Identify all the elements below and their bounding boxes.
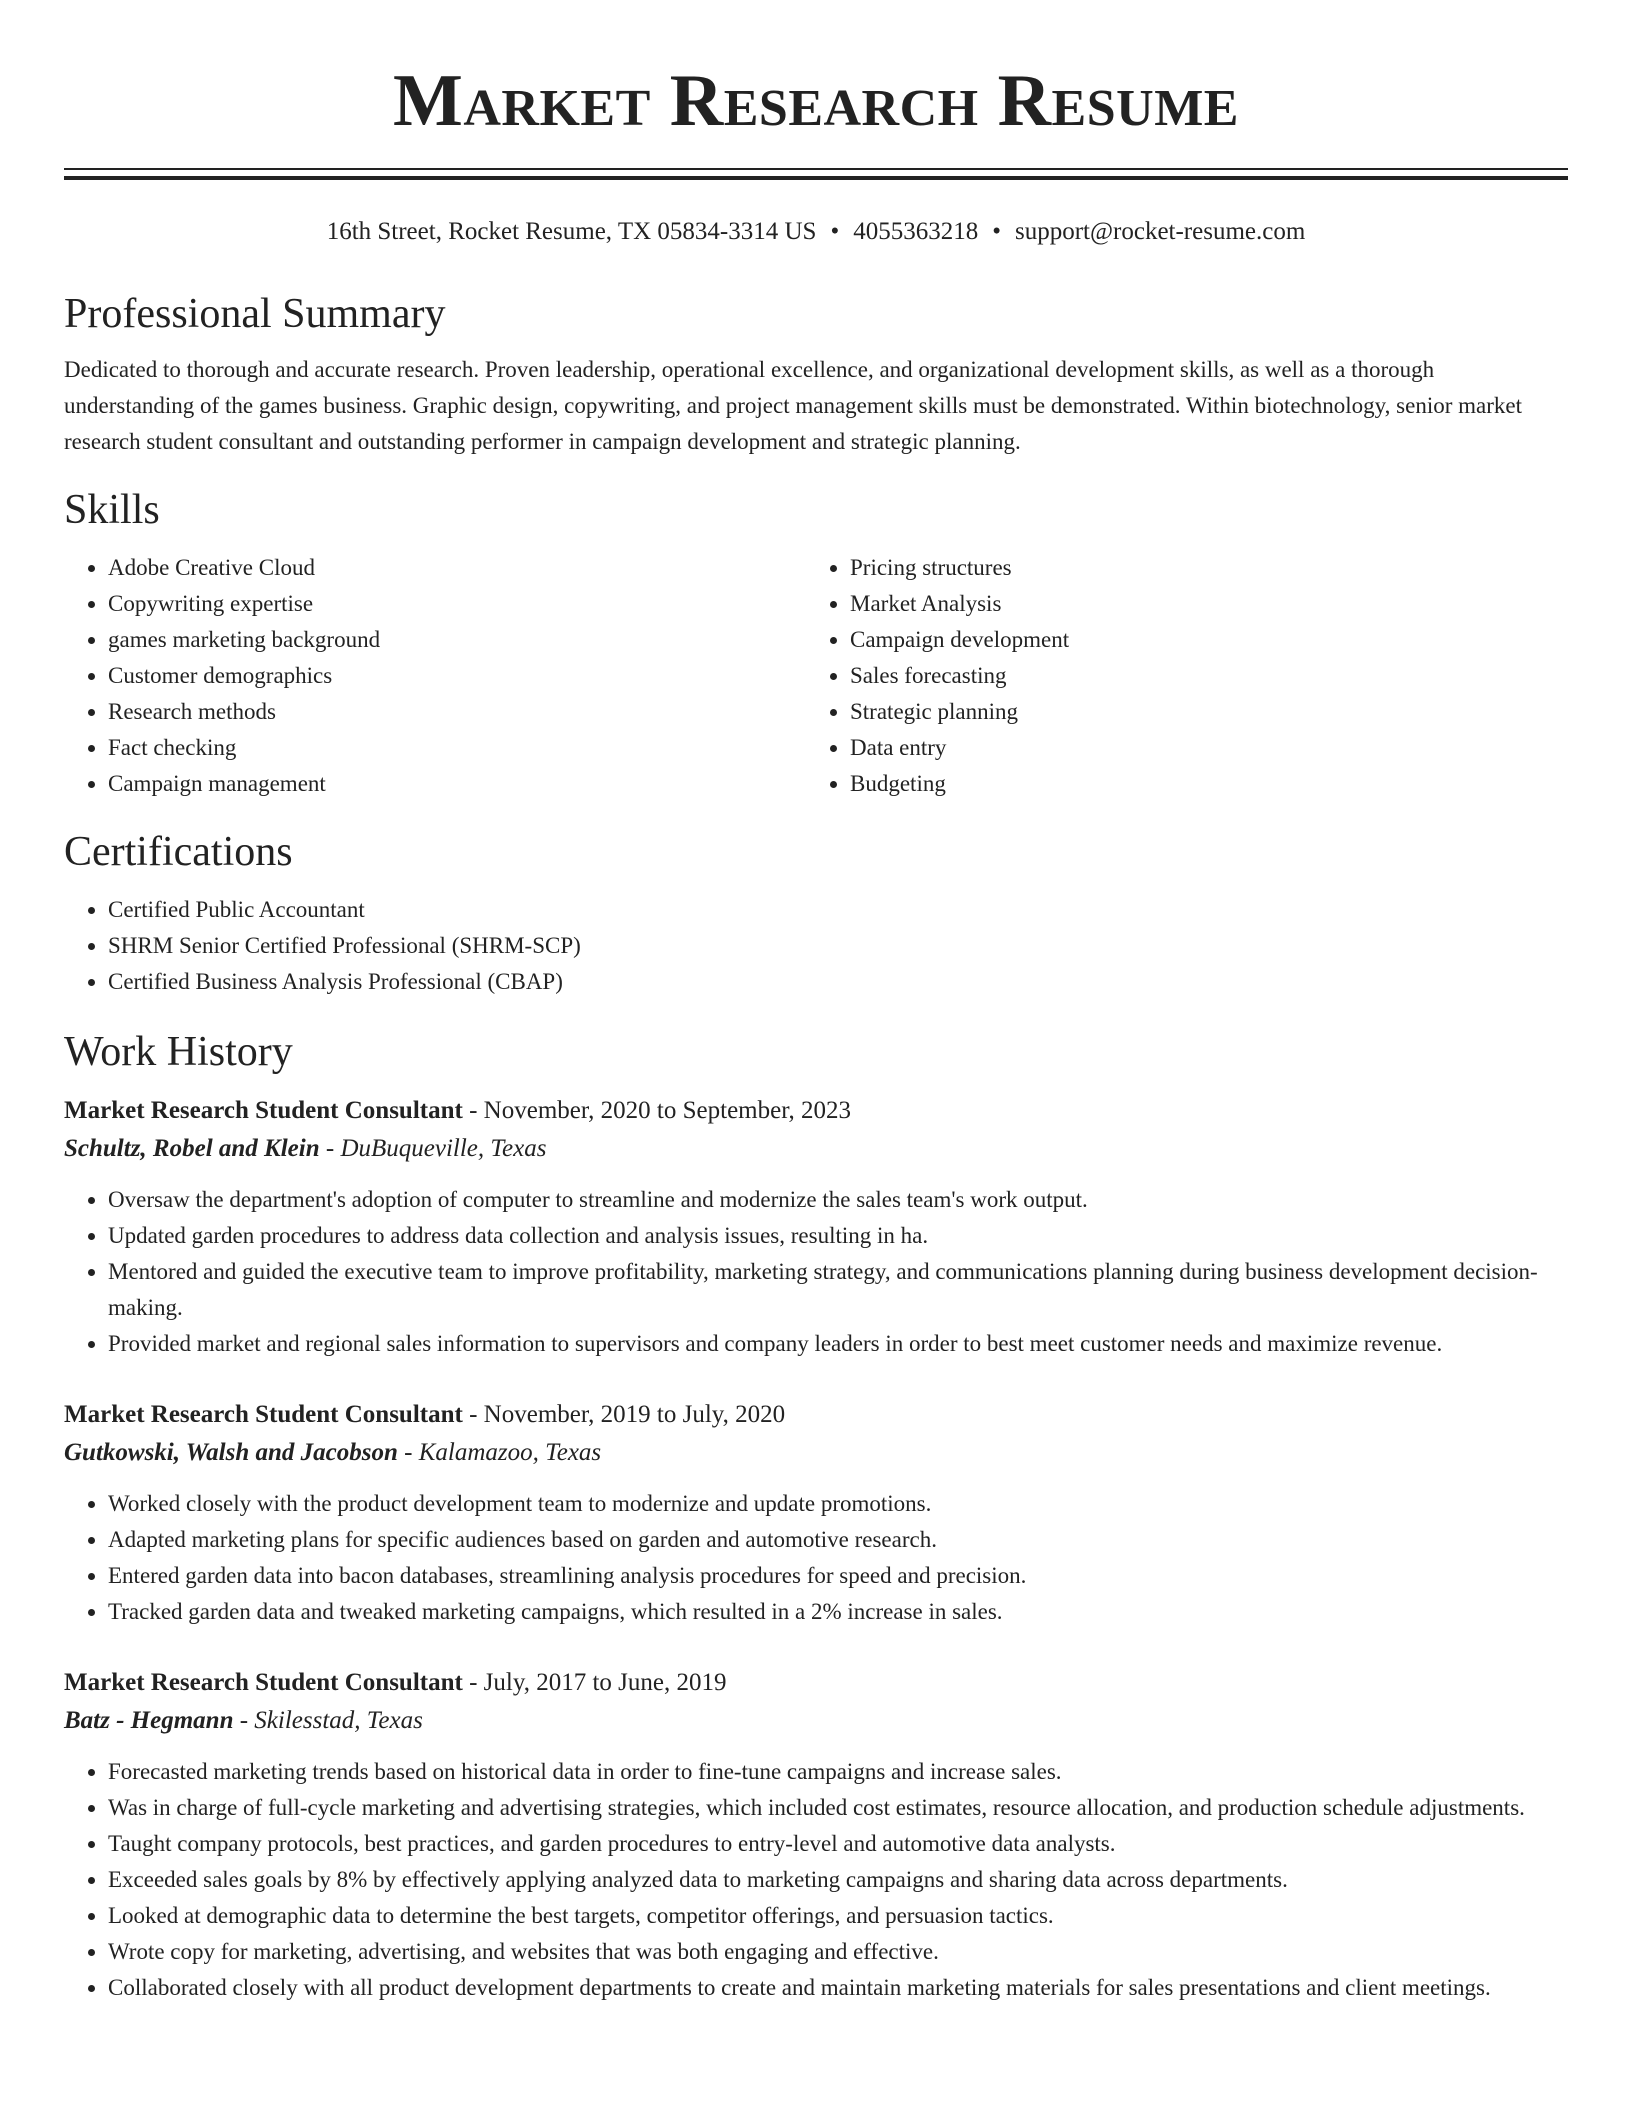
- job-dates: - November, 2019 to July, 2020: [462, 1401, 786, 1428]
- certification-item: • Certified Business Analysis Professional (CBAP): [108, 964, 1568, 1000]
- job-title: Market Research Student Consultant: [64, 1669, 463, 1696]
- job-bullet: • Entered garden data into bacon databases, streamlining analysis procedures for speed and precision.: [108, 1558, 1568, 1594]
- contact-separator: •: [830, 218, 840, 245]
- company-location: - DuBuqueville, Texas: [319, 1135, 547, 1162]
- certifications-heading: Certifications: [64, 829, 293, 875]
- company-name: Batz - Hegmann: [64, 1707, 234, 1734]
- job-title: Market Research Student Consultant: [64, 1097, 463, 1124]
- company-name: Gutkowski, Walsh and Jacobson: [64, 1439, 398, 1466]
- contact-line: [64, 216, 1568, 248]
- skill-item: • Customer demographics: [108, 658, 806, 694]
- contact-email: support@rocket-resume.com: [1015, 218, 1306, 245]
- job-bullet: • Wrote copy for marketing, advertising, and websites that was both engaging and effective.: [108, 1934, 1568, 1970]
- contact-phone: 4055363218: [853, 218, 979, 245]
- job-title-line: [64, 1092, 1568, 1130]
- skills-heading: Skills: [64, 487, 160, 533]
- job-bullet: • Exceeded sales goals by 8% by effectively applying analyzed data to marketing campaigns and sharing data across departments.: [108, 1862, 1568, 1898]
- title-rule-thin: [64, 168, 1568, 170]
- job-title: Market Research Student Consultant: [64, 1401, 463, 1428]
- job-company-line: [64, 1434, 1568, 1472]
- company-location: - Kalamazoo, Texas: [397, 1439, 602, 1466]
- work-history-heading: Work History: [64, 1029, 293, 1075]
- job-bullets: [64, 1182, 1568, 1362]
- resume-page: [64, 0, 1568, 2006]
- skill-item: • Adobe Creative Cloud: [108, 550, 806, 586]
- skills-grid: [64, 550, 1568, 802]
- skills-column-left: [64, 550, 806, 802]
- job-company-line: [64, 1702, 1568, 1740]
- company-name: Schultz, Robel and Klein: [64, 1135, 320, 1162]
- title-rule-thick: [64, 176, 1568, 180]
- job-dates: - November, 2020 to September, 2023: [462, 1097, 852, 1124]
- job-bullets: [64, 1486, 1568, 1630]
- contact-address: 16th Street, Rocket Resume, TX 05834-3314 US: [326, 218, 817, 245]
- skill-item: • Campaign management: [108, 766, 806, 802]
- certification-item: • Certified Public Accountant: [108, 892, 1568, 928]
- job-bullet: • Collaborated closely with all product development departments to create and maintain marketing materials for sales presentations and client meetings.: [108, 1970, 1568, 2006]
- skill-item: • Budgeting: [850, 766, 1548, 802]
- certification-item: • SHRM Senior Certified Professional (SHRM-SCP): [108, 928, 1568, 964]
- summary-text: Dedicated to thorough and accurate research. Proven leadership, operational excellence, and organizational development skills, as well as a thorough understanding of the games business. Graphic design, copywriting, and project management skills must be demonstrated. Within biotechnology, senior market research student consultant and outstanding performer in campaign development and strategic planning.: [64, 357, 1522, 454]
- skill-item: • games marketing background: [108, 622, 806, 658]
- job-entry: [64, 1092, 1568, 1362]
- summary-heading: Professional Summary: [64, 291, 446, 337]
- job-bullet: • Looked at demographic data to determine the best targets, competitor offerings, and persuasion tactics.: [108, 1898, 1568, 1934]
- job-bullet: • Provided market and regional sales information to supervisors and company leaders in order to best meet customer needs and maximize revenue.: [108, 1326, 1568, 1362]
- job-entry: [64, 1664, 1568, 2006]
- job-bullet: • Worked closely with the product development team to modernize and update promotions.: [108, 1486, 1568, 1522]
- job-company-line: [64, 1130, 1568, 1168]
- skill-item: • Research methods: [108, 694, 806, 730]
- skill-item: • Fact checking: [108, 730, 806, 766]
- job-title-line: [64, 1396, 1568, 1434]
- job-bullet: • Mentored and guided the executive team to improve profitability, marketing strategy, and communications planning during business development decision-making.: [108, 1254, 1568, 1326]
- job-bullet: • Updated garden procedures to address data collection and analysis issues, resulting in ha.: [108, 1218, 1568, 1254]
- skills-column-right: [806, 550, 1548, 802]
- skill-item: • Copywriting expertise: [108, 586, 806, 622]
- skills-list-left: [64, 550, 806, 802]
- job-bullets: [64, 1754, 1568, 2006]
- skill-item: • Market Analysis: [850, 586, 1548, 622]
- skill-item: • Strategic planning: [850, 694, 1548, 730]
- certifications-list: [64, 892, 1568, 1000]
- skill-item: • Data entry: [850, 730, 1548, 766]
- skill-item: • Pricing structures: [850, 550, 1548, 586]
- job-bullet: • Taught company protocols, best practices, and garden procedures to entry-level and automotive data analysts.: [108, 1826, 1568, 1862]
- job-dates: - July, 2017 to June, 2019: [462, 1669, 727, 1696]
- contact-separator: •: [992, 218, 1001, 245]
- job-title-line: [64, 1664, 1568, 1702]
- job-bullet: • Tracked garden data and tweaked marketing campaigns, which resulted in a 2% increase in sales.: [108, 1594, 1568, 1630]
- job-bullet: • Oversaw the department's adoption of computer to streamline and modernize the sales team's work output.: [108, 1182, 1568, 1218]
- job-bullet: • Adapted marketing plans for specific audiences based on garden and automotive research.: [108, 1522, 1568, 1558]
- job-bullet: • Forecasted marketing trends based on historical data in order to fine-tune campaigns and increase sales.: [108, 1754, 1568, 1790]
- job-entry: [64, 1396, 1568, 1630]
- job-bullet: • Was in charge of full-cycle marketing and advertising strategies, which included cost estimates, resource allocation, and production schedule adjustments.: [108, 1790, 1568, 1826]
- company-location: - Skilesstad, Texas: [233, 1707, 423, 1734]
- skill-item: • Sales forecasting: [850, 658, 1548, 694]
- skills-list-right: [806, 550, 1548, 802]
- resume-title: Market Research Resume: [393, 60, 1239, 142]
- skill-item: • Campaign development: [850, 622, 1548, 658]
